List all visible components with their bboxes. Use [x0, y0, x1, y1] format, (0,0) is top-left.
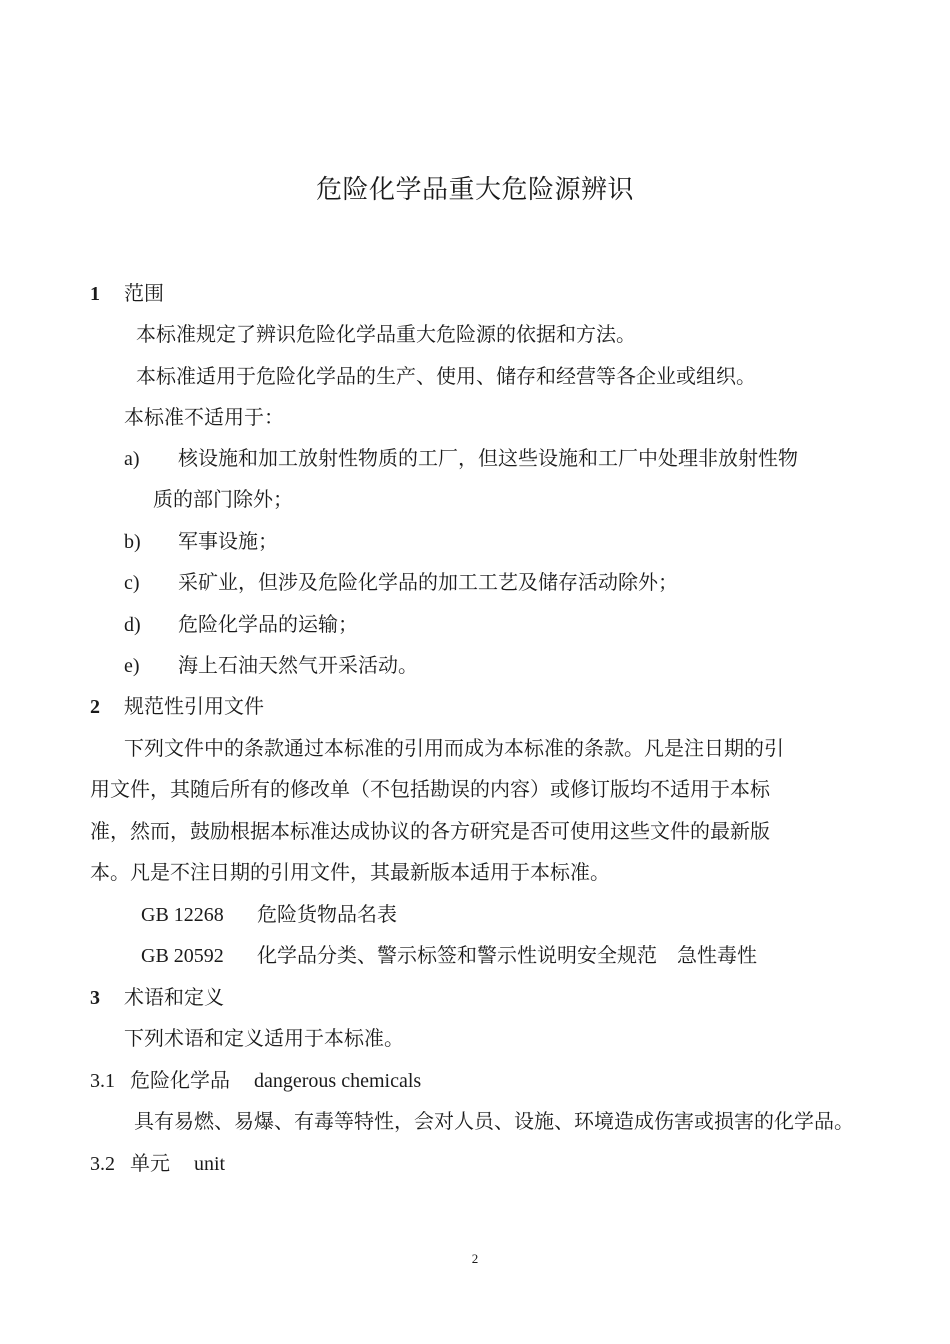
reference-name: 化学品分类、警示标签和警示性说明安全规范 急性毒性: [257, 943, 757, 967]
section-title: 范围: [124, 281, 164, 305]
section-number: 2: [90, 696, 100, 718]
list-item: [124, 651, 418, 680]
list-item-text: 军事设施；: [178, 529, 278, 553]
list-item-continuation: 质的部门除外；: [153, 487, 293, 511]
reference-item: [141, 941, 757, 970]
section-2-heading: [90, 692, 264, 721]
section-title: 术语和定义: [124, 985, 224, 1009]
section-title: 规范性引用文件: [124, 694, 264, 718]
paragraph: 本标准规定了辨识危险化学品重大危险源的依据和方法。: [136, 322, 636, 346]
list-item-text: 核设施和加工放射性物质的工厂，但这些设施和工厂中处理非放射性物: [178, 446, 798, 470]
paragraph-line: 用文件，其随后所有的修改单（不包括勘误的内容）或修订版均不适用于本标: [90, 777, 770, 801]
list-item: [124, 568, 678, 597]
paragraph: 下列术语和定义适用于本标准。: [124, 1026, 404, 1050]
list-marker: d): [124, 614, 141, 636]
list-marker: e): [124, 655, 140, 677]
page-number: 2: [471, 1251, 479, 1266]
reference-item: [141, 900, 397, 929]
term-definition: 具有易燃、易爆、有毒等特性，会对人员、设施、环境造成伤害或损害的化学品。: [134, 1109, 854, 1133]
section-1-heading: [90, 279, 164, 308]
list-marker: c): [124, 572, 140, 594]
list-marker: b): [124, 531, 141, 553]
list-item: [124, 610, 358, 639]
section-number: 3: [90, 987, 100, 1009]
list-item-text: 海上石油天然气开采活动。: [178, 653, 418, 677]
paragraph-line: 准，然而，鼓励根据本标准达成协议的各方研究是否可使用这些文件的最新版: [90, 819, 770, 843]
term-heading: [90, 1066, 421, 1095]
document-title: 危险化学品重大危险源辨识: [315, 175, 634, 205]
list-item-text: 采矿业，但涉及危险化学品的加工工艺及储存活动除外；: [178, 570, 678, 594]
term-chinese: 危险化学品: [130, 1068, 230, 1092]
reference-code: GB 20592: [141, 945, 224, 967]
paragraph: 本标准适用于危险化学品的生产、使用、储存和经营等各企业或组织。: [136, 364, 756, 388]
section-number: 1: [90, 283, 100, 305]
list-marker: a): [124, 448, 140, 470]
paragraph: 本标准不适用于：: [124, 405, 284, 429]
term-english: dangerous chemicals: [254, 1070, 422, 1092]
section-3-heading: [90, 983, 224, 1012]
term-number: 3.2: [90, 1153, 115, 1175]
term-number: 3.1: [90, 1070, 115, 1092]
paragraph-line: 下列文件中的条款通过本标准的引用而成为本标准的条款。凡是注日期的引: [124, 736, 784, 760]
term-heading: [90, 1149, 225, 1178]
reference-code: GB 12268: [141, 904, 224, 926]
list-item-text: 危险化学品的运输；: [178, 612, 358, 636]
term-english: unit: [194, 1153, 226, 1175]
list-item: [124, 444, 798, 473]
reference-name: 危险货物品名表: [257, 902, 397, 926]
term-chinese: 单元: [130, 1151, 170, 1175]
paragraph-line: 本。凡是不注日期的引用文件，其最新版本适用于本标准。: [90, 860, 610, 884]
list-item: [124, 527, 278, 556]
